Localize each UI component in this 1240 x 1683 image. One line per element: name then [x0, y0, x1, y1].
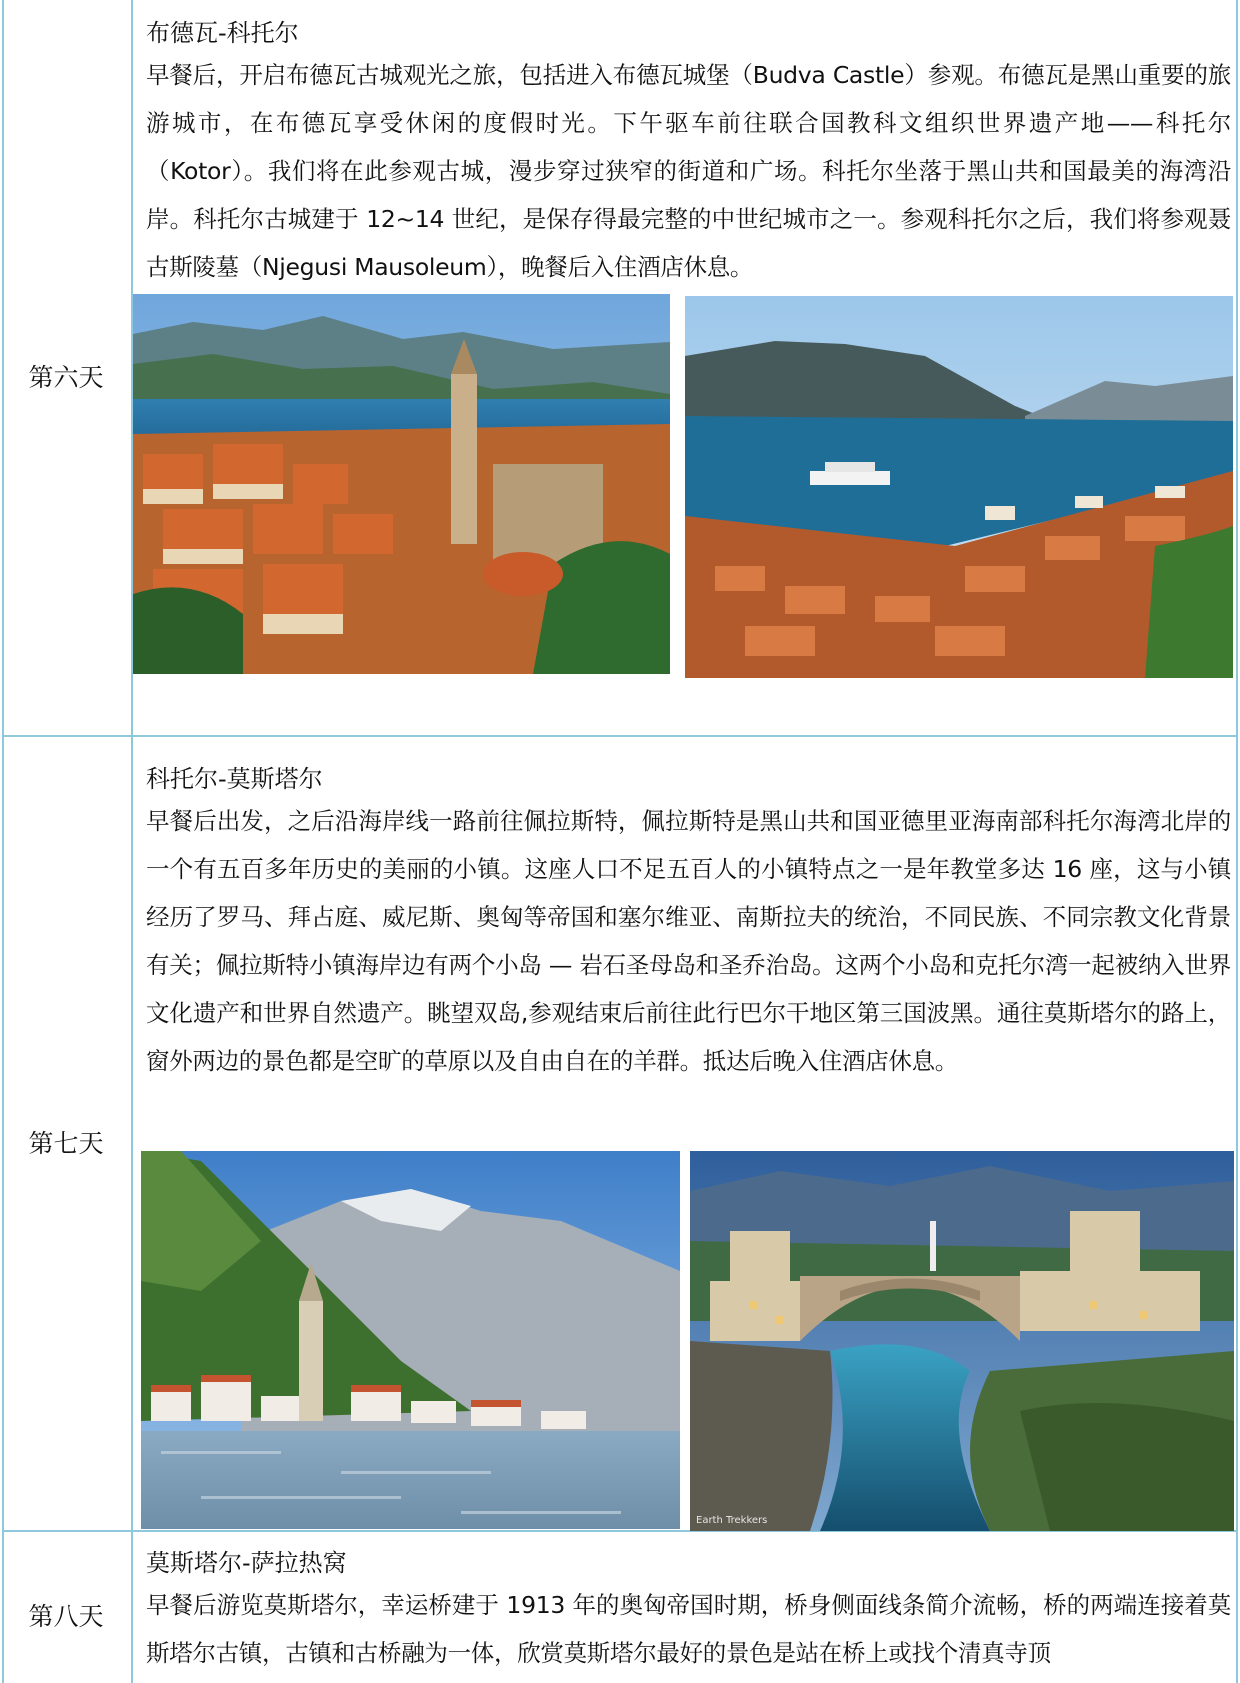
day-content: [146, 16, 1231, 291]
table-border-left: [2, 0, 4, 1683]
route-title: 莫斯塔尔-萨拉热窝: [146, 1549, 347, 1577]
route-title: 布德瓦-科托尔: [146, 19, 299, 47]
day-description: 早餐后，开启布德瓦古城观光之旅，包括进入布德瓦城堡（Budva Castle）参观。布德瓦是黑山重要的旅游城市，在布德瓦享受休闲的度假时光。下午驱车前往联合国教科文组织世界遗产地——科托尔（Kotor）。我们将在此参观古城，漫步穿过狭窄的街道和广场。科托尔坐落于黑山共和国最美的海湾沿岸。科托尔古城建于 12~14 世纪，是保存得最完整的中世纪城市之一。参观科托尔之后，我们将参观聂古斯陵墓（Njegusi Mausoleum），晚餐后入住酒店休息。: [146, 61, 1231, 281]
day-content: [146, 1546, 1231, 1677]
perast-photo: [141, 1151, 680, 1529]
day-label: 第七天: [28, 1129, 104, 1158]
day-label: 第八天: [28, 1602, 104, 1631]
photo-credit: Earth Trekkers: [696, 1515, 768, 1526]
day-content: [146, 762, 1231, 1085]
table-column-divider: [131, 0, 133, 1683]
mostar-bridge-photo: [690, 1151, 1234, 1531]
day-description: 早餐后出发，之后沿海岸线一路前往佩拉斯特，佩拉斯特是黑山共和国亚德里亚海南部科托尔海湾北岸的一个有五百多年历史的美丽的小镇。这座人口不足五百人的小镇特点之一是年教堂多达 16 座，这与小镇经历了罗马、拜占庭、威尼斯、奥匈等帝国和塞尔维亚、南斯拉夫的统治，不同民族、不同宗教文化背景有关；佩拉斯特小镇海岸边有两个小岛 — 岩石圣母岛和圣乔治岛。这两个小岛和克托尔湾一起被纳入世界文化遗产和世界自然遗产。眺望双岛,参观结束后前往此行巴尔干地区第三国波黑。通往莫斯塔尔的路上，窗外两边的景色都是空旷的草原以及自由自在的羊群。抵达后晚入住酒店休息。: [146, 807, 1231, 1075]
day-label: 第六天: [28, 363, 104, 392]
route-title: 科托尔-莫斯塔尔: [146, 765, 323, 793]
day-description: 早餐后游览莫斯塔尔，幸运桥建于 1913 年的奥匈帝国时期，桥身侧面线条简介流畅，桥的两端连接着莫斯塔尔古镇，古镇和古桥融为一体，欣赏莫斯塔尔最好的景色是站在桥上或找个清真寺顶: [146, 1591, 1231, 1667]
kotor-bay-photo: [685, 296, 1233, 678]
budva-old-town-photo: [133, 294, 670, 674]
table-border-right: [1236, 0, 1238, 1683]
row-divider: [2, 735, 1238, 737]
